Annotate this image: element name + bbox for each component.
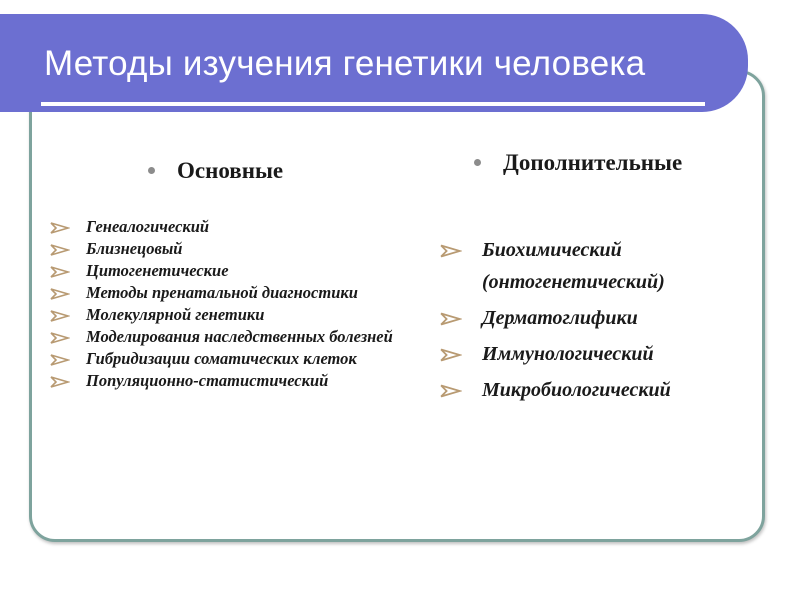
arrow-bullet-icon: [50, 221, 70, 235]
arrow-bullet-icon: [50, 375, 70, 389]
list-item: Популяционно-статистический: [50, 372, 430, 389]
right-column-heading: [474, 150, 682, 176]
list-item: Гибридизации соматических клеток: [50, 350, 430, 367]
arrow-bullet-icon: [50, 331, 70, 345]
arrow-bullet-icon: [50, 243, 70, 257]
arrow-bullet-icon: [440, 243, 462, 259]
arrow-bullet-icon: [50, 287, 70, 301]
list-item: Близнецовый: [50, 240, 430, 257]
list-item: Микробиологический: [440, 374, 760, 406]
arrow-bullet-icon: [440, 311, 462, 327]
list-item: Биохимический (онтогенетический): [440, 234, 760, 298]
title-underline: [41, 102, 705, 106]
arrow-bullet-icon: [50, 353, 70, 367]
primary-methods-list: [50, 218, 430, 394]
arrow-bullet-icon: [440, 383, 462, 399]
list-item: Дерматоглифики: [440, 302, 760, 334]
right-heading-label: Дополнительные: [503, 150, 683, 175]
list-item: Генеалогический: [50, 218, 430, 235]
left-heading-label: Основные: [177, 158, 284, 183]
bullet-dot-icon: [474, 159, 481, 166]
arrow-bullet-icon: [50, 265, 70, 279]
additional-methods-list: [440, 234, 760, 410]
arrow-bullet-icon: [50, 309, 70, 323]
list-item: Цитогенетические: [50, 262, 430, 279]
list-item: Методы пренатальной диагностики: [50, 284, 430, 301]
list-item: Иммунологический: [440, 338, 760, 370]
list-item: Моделирования наследственных болезней: [50, 328, 430, 345]
arrow-bullet-icon: [440, 347, 462, 363]
list-item: Молекулярной генетики: [50, 306, 430, 323]
slide-title: Методы изучения генетики человека: [44, 44, 646, 83]
bullet-dot-icon: [148, 167, 155, 174]
left-column-heading: [148, 158, 283, 184]
